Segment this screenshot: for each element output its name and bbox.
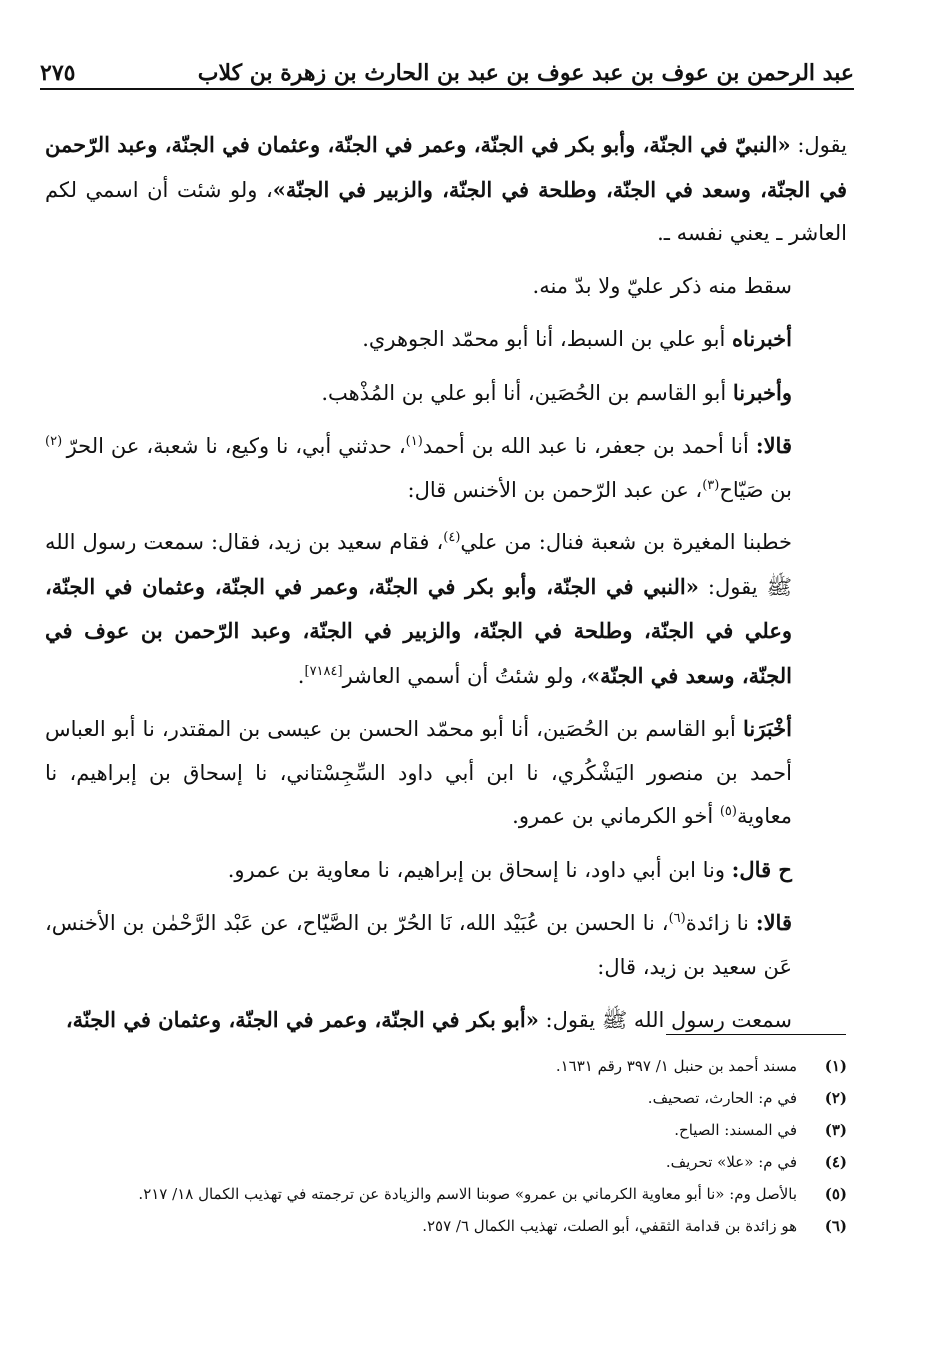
bold-text: ح قال: [731, 856, 792, 882]
text-run: سمعت رسول الله ﷺ يقول: [538, 1008, 792, 1032]
footnote-number: (٦) [824, 1217, 847, 1235]
paragraph [45, 371, 847, 416]
bold-text: «أبو بكر في الجنّة، وعمر في الجنّة، وعثمان في الجنّة، [65, 1007, 539, 1032]
bold-text: أخبرناه [732, 326, 792, 351]
text-run: ، ولو شئتُ أن أسمي العاشر [342, 663, 587, 688]
footnote-text: هو زائدة بن قدامة الثقفي، أبو الصلت، تهذيب الكمال ٦/ ٢٥٧. [422, 1217, 797, 1235]
text-run: أبو علي بن السبط، أنا أبو محمّد الجوهري. [362, 327, 732, 351]
footnote [45, 1210, 847, 1242]
main-text [45, 123, 847, 1052]
footnote-text: مسند أحمد بن حنبل ١/ ٣٩٧ رقم ١٦٣١. [555, 1057, 797, 1075]
text-run: نا زائدة [685, 911, 756, 935]
text-run: بن صَيّاح [719, 477, 792, 502]
text-run: ، حدثني أبي، نا وكيع، نا شعبة، عن الحرّ [66, 434, 406, 458]
paragraph [45, 424, 847, 512]
paragraph [45, 848, 847, 893]
text-run: أنا أحمد بن جعفر، نا عبد الله بن أحمد [422, 434, 756, 458]
footnote-separator [666, 1034, 846, 1035]
text-run: خطبنا المغيرة بن شعبة فنال: من علي [460, 530, 792, 554]
paragraph [45, 317, 847, 362]
footnote-number: (٢) [824, 1089, 847, 1107]
footnote-number: (٣) [824, 1121, 847, 1139]
paragraph [45, 998, 847, 1043]
footnote [45, 1146, 847, 1178]
footnote [45, 1050, 847, 1082]
footnote-marker: (١) [405, 434, 423, 449]
text-run: ونا ابن أبي داود، نا إسحاق بن إبراهيم، نا معاوية بن عمرو. [227, 857, 732, 882]
bold-text: «النبي في الجنّة، وأبو بكر في الجنّة، وعمر في الجنّة، وعثمان في الجنّة، وعلي في الجنّة، وطلحة في الجنّة، والزبير في الجنّة، وعبد الرّحمن بن عوف في الجنّة، وسعد في الجنّة» [45, 573, 792, 688]
footnote-marker: (٤) [443, 530, 461, 545]
footnote [45, 1114, 847, 1146]
text-run: يقول: [790, 133, 847, 157]
footnote-marker: (٢) [45, 434, 67, 449]
header-rule [40, 88, 854, 90]
paragraph [45, 707, 847, 839]
text-run: ، فقام سعيد بن زيد، فقال: سمعت رسول الله ﷺ يقول: [45, 530, 792, 599]
page-number: ٢٧٥ [40, 60, 76, 86]
footnote-marker: (٣) [702, 477, 720, 493]
text-run: سقط منه ذكر عليّ ولا بدّ منه. [532, 273, 792, 298]
footnote-marker: (٦) [668, 911, 686, 926]
running-title: عبد الرحمن بن عوف بن عبد عوف بن عبد بن الحارث بن زهرة بن كلاب [197, 60, 854, 86]
footnote-number: (٥) [824, 1185, 847, 1203]
paragraph [45, 123, 847, 256]
footnote-marker: [٧١٨٤] [304, 663, 343, 679]
paragraph [45, 521, 847, 698]
bold-text: قالا: [755, 910, 792, 935]
footnote [45, 1178, 847, 1210]
footnotes [45, 1050, 847, 1242]
text-run: ، عن عبد الرّحمن بن الأخنس قال: [407, 477, 703, 502]
bold-text: أخْبَرَنا [743, 716, 792, 741]
footnote-number: (٤) [824, 1153, 847, 1171]
footnote-number: (١) [824, 1057, 847, 1075]
running-header [40, 46, 854, 90]
text-run: ، ولو شئت أن اسمي لكم العاشر ـ يعني نفسه ـ. [45, 177, 847, 245]
footnote-text: بالأصل وم: «نا أبو معاوية الكرماني بن عمرو» صوبنا الاسم والزيادة عن ترجمته في تهذيب الكمال ١٨/ ٢١٧. [138, 1185, 797, 1203]
paragraph [45, 265, 847, 309]
paragraph [45, 901, 847, 989]
footnote-text: في م: الحارث، تصحيف. [647, 1089, 797, 1107]
text-run: أبو القاسم بن الحُصَين، أنا أبو علي بن المُذْهب. [321, 380, 733, 405]
footnote-text: في المسند: الصياح. [674, 1121, 797, 1139]
text-run: . [297, 663, 305, 688]
footnote [45, 1082, 847, 1114]
footnote-marker: (٥) [719, 804, 737, 819]
bold-text: قالا: [755, 433, 792, 458]
text-run: أخو الكرماني بن عمرو. [512, 804, 720, 828]
bold-text: وأخبرنا [732, 379, 792, 405]
bold-text: «النبيّ في الجنّة، وأبو بكر في الجنّة، وعمر في الجنّة، وعثمان في الجنّة، وعبد الرّحمن في الجنّة، وسعد في الجنّة، وطلحة في الجنّة، والزبير في الجنّة» [45, 132, 848, 202]
text-run: ، نا الحسن بن عُبَيْد الله، نَا الحُرّ بن الصَّيّاح، عن عَبْد الرَّحْمٰن بن الأخنس، عَن سعيد بن زيد، قال: [45, 911, 792, 979]
text-run: أبو القاسم بن الحُصَين، أنا أبو محمّد الحسن بن عيسى بن المقتدر، نا أبو العباس أحمد بن منصور اليَشْكُري، نا ابن أبي داود السِّجِسْتاني، نا إسحاق بن إبراهيم، نا معاوية [45, 717, 792, 828]
footnote-text: في م: «علا» تحريف. [665, 1153, 797, 1171]
